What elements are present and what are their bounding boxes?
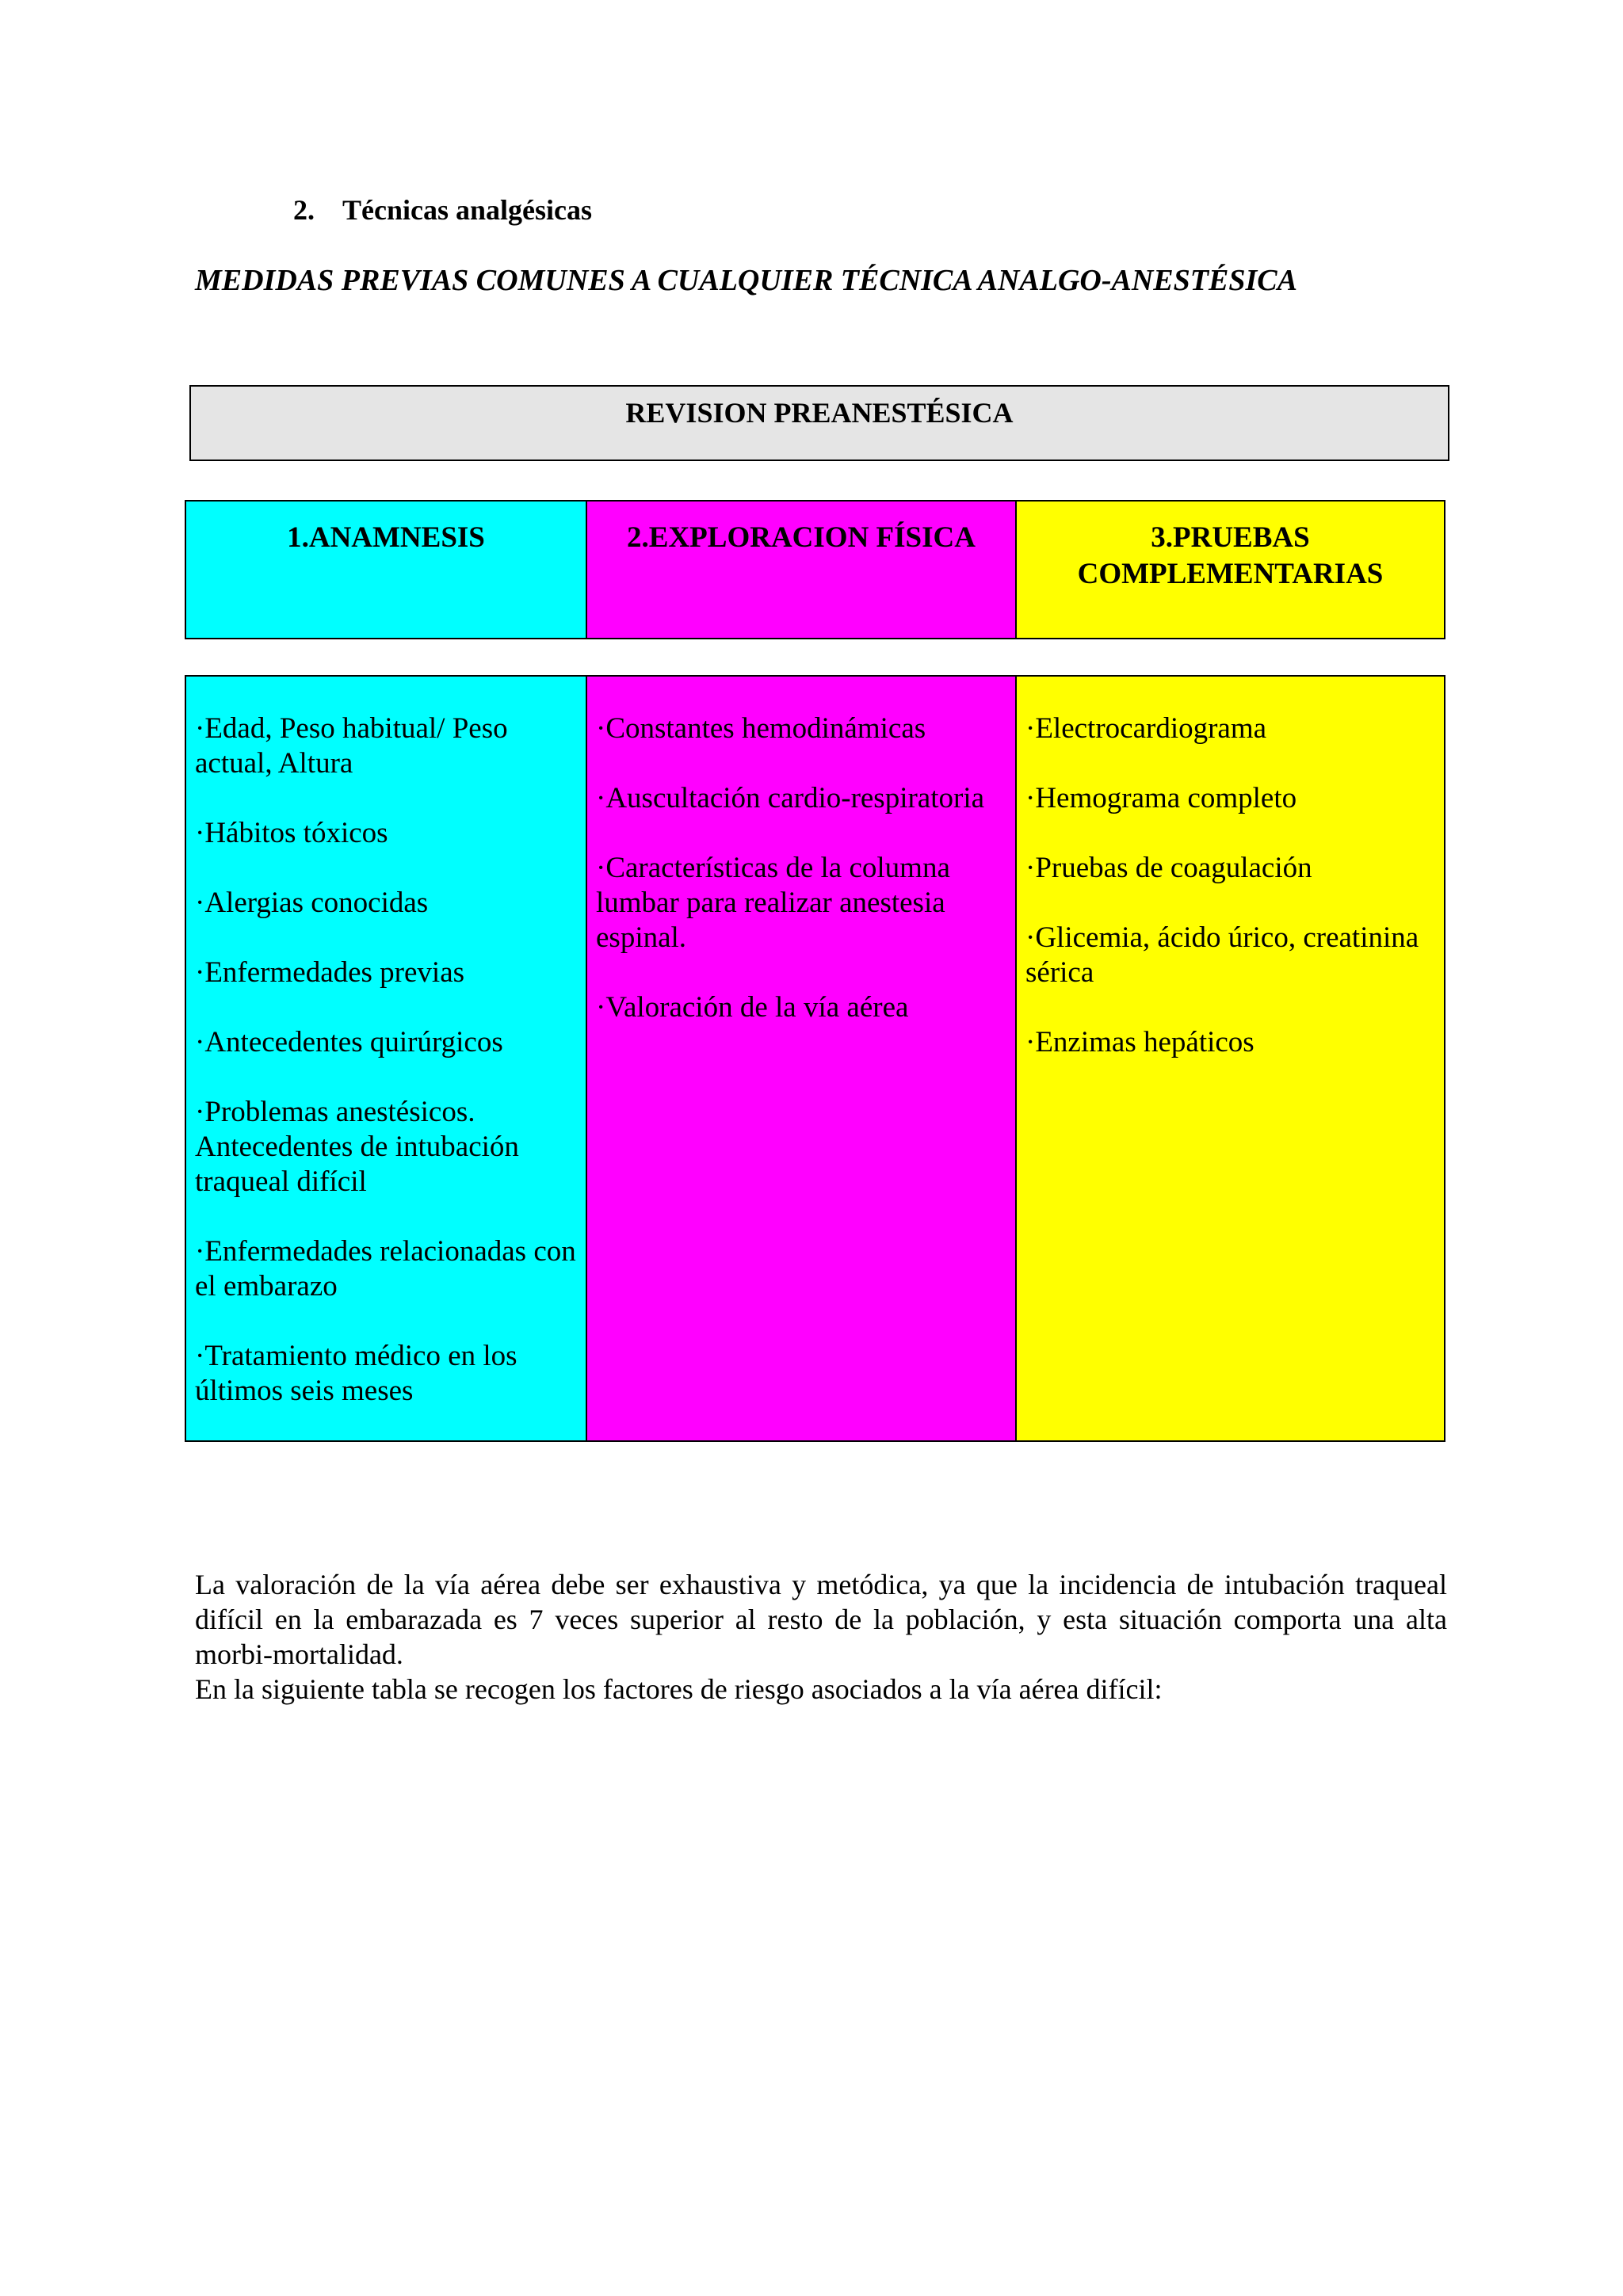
list-item: ·Constantes hemodinámicas: [596, 712, 926, 745]
section-heading: [293, 193, 592, 227]
list-item: ·Antecedentes quirúrgicos: [195, 1026, 503, 1058]
column-header-label: 1.ANAMNESIS: [287, 521, 485, 554]
column-header-label: 3.PRUEBAS COMPLEMENTARIAS: [1077, 521, 1384, 590]
list-item: ·Valoración de la vía aérea: [596, 991, 909, 1024]
list-item: ·Glicemia, ácido úrico, creatinina sérica: [1025, 921, 1419, 989]
column-body-pruebas: [1015, 675, 1445, 1442]
list-item: ·Auscultación cardio-respiratoria: [596, 782, 985, 814]
list-item: ·Electrocardiograma: [1025, 712, 1267, 745]
list-item: ·Pruebas de coagulación: [1025, 852, 1312, 884]
review-title-box: [189, 385, 1449, 461]
body-paragraph: En la siguiente tabla se recogen los factores de riesgo asociados a la vía aérea difícil:: [195, 1673, 1163, 1705]
column-header-anamnesis: [185, 500, 587, 639]
column-body-exploracion: [586, 675, 1017, 1442]
list-item: ·Enfermedades relacionadas con el embarazo: [195, 1235, 576, 1302]
list-item: ·Enzimas hepáticos: [1025, 1026, 1254, 1058]
list-item: ·Hemograma completo: [1025, 782, 1297, 814]
column-header-exploracion: [586, 500, 1017, 639]
column-header-pruebas: [1015, 500, 1445, 639]
list-item: ·Enfermedades previas: [195, 956, 465, 989]
review-title: REVISION PREANESTÉSICA: [625, 397, 1014, 429]
list-item: ·Problemas anestésicos. Antecedentes de intubación traqueal difícil: [195, 1096, 519, 1198]
list-item: ·Edad, Peso habitual/ Peso actual, Altura: [195, 712, 508, 780]
document-subtitle: MEDIDAS PREVIAS COMUNES A CUALQUIER TÉCNICA ANALGO-ANESTÉSICA: [195, 264, 1297, 297]
list-item: ·Hábitos tóxicos: [195, 817, 388, 849]
list-item: ·Tratamiento médico en los últimos seis meses: [195, 1340, 517, 1407]
list-item: ·Características de la columna lumbar para realizar anestesia espinal.: [596, 852, 950, 954]
body-paragraph: La valoración de la vía aérea debe ser exhaustiva y metódica, ya que la incidencia de intubación traqueal difícil en la embarazada es 7 veces superior al resto de la población, y esta situación comporta una alta morbi-mortalidad.: [195, 1569, 1447, 1670]
list-item: ·Alergias conocidas: [195, 887, 429, 919]
section-title: Técnicas analgésicas: [342, 194, 592, 226]
column-body-anamnesis: [185, 675, 587, 1442]
section-number: 2.: [293, 194, 315, 226]
column-header-label: 2.EXPLORACION FÍSICA: [627, 521, 976, 554]
